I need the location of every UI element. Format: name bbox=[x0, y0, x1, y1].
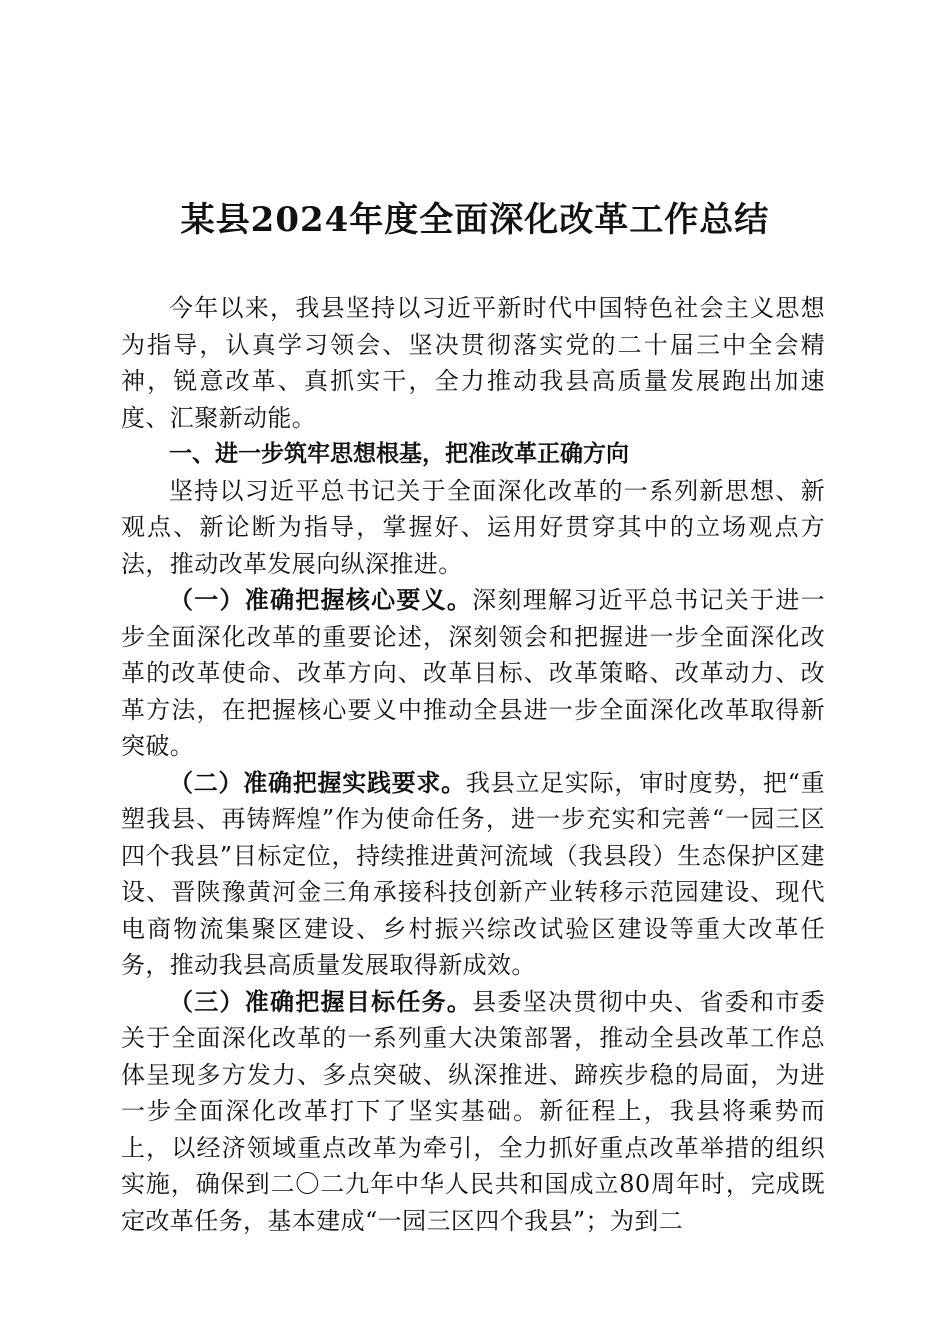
document-title: 某县2024年度全面深化改革工作总结 bbox=[180, 200, 770, 240]
item-2-paragraph bbox=[121, 765, 825, 984]
item-2-text: 我县立足实际，审时度势，把“重塑我县、再铸辉煌”作为使命任务，进一步充实和完善“一园三区四个我县”目标定位，持续推进黄河流域（我县段）生态保护区建设、晋陕豫黄河金三角承接科技创新产业转移示范园建设、现代电商物流集聚区建设、乡村振兴综改试验区建设等重大改革任务，推动我县高质量发展取得新成效。 bbox=[121, 768, 825, 979]
intro-paragraph: 今年以来，我县坚持以习近平新时代中国特色社会主义思想为指导，认真学习领会、坚决贯彻落实党的二十届三中全会精神，锐意改革、真抓实干，全力推动我县高质量发展跑出加速度、汇聚新动能。 bbox=[121, 294, 825, 432]
item-1-text: 深刻理解习近平总书记关于进一步全面深化改革的重要论述，深刻领会和把握进一步全面深化改革的改革使命、改革方向、改革目标、改革策略、改革动力、改革方法，在把握核心要义中推动全县进一步全面深化改革取得新突破。 bbox=[121, 586, 825, 760]
item-3-paragraph bbox=[121, 984, 825, 1240]
item-1-lead: （一）准确把握核心要义。 bbox=[169, 585, 473, 614]
item-3-lead: （三）准确把握目标任务。 bbox=[169, 986, 473, 1016]
item-3-text: 县委坚决贯彻中央、省委和市委关于全面深化改革的一系列重大决策部署，推动全县改革工作总体呈现多方发力、多点突破、纵深推进、蹄疾步稳的局面，为进一步全面深化改革打下了坚实基础。新征程上，我县将乘势而上，以经济领域重点改革为牵引，全力抓好重点改革举措的组织实施，确保到二〇二九年中华人民共和国成立80周年时，完成既定改革任务，基本建成“一园三区四个我县”；为到二 bbox=[121, 987, 825, 1235]
section-heading-1: 一、进一步筑牢思想根基，把准改革正确方向 bbox=[169, 441, 629, 467]
item-1-paragraph bbox=[121, 582, 825, 765]
item-2-lead: （二）准确把握实践要求。 bbox=[169, 767, 466, 797]
document-body bbox=[121, 290, 825, 1239]
section-1-paragraph: 坚持以习近平总书记关于全面深化改革的一系列新思想、新观点、新论断为指导，掌握好、运用好贯穿其中的立场观点方法，推动改革发展向纵深推进。 bbox=[121, 476, 825, 578]
